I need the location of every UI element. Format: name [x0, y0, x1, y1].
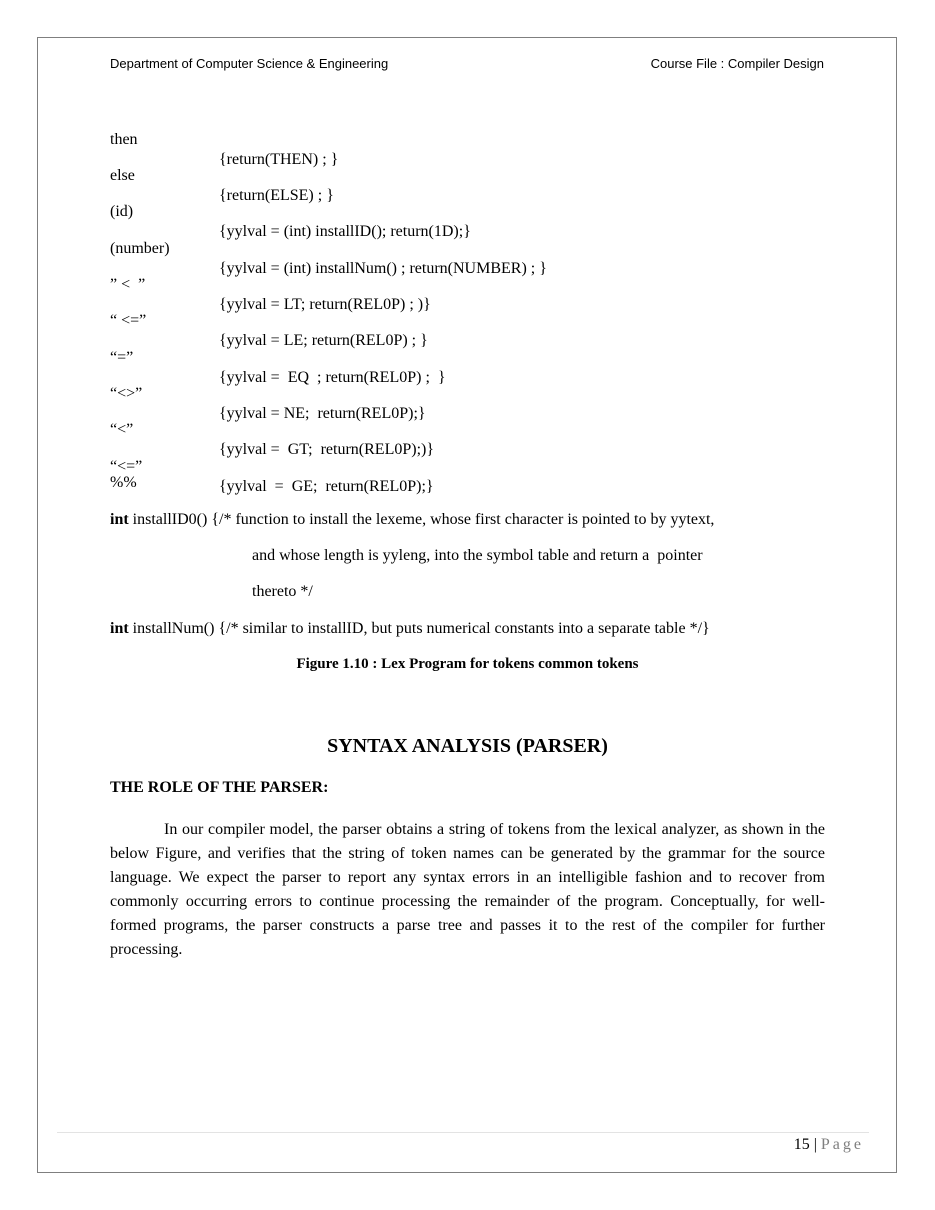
lex-pattern: (id)	[110, 203, 134, 220]
figure-caption: Figure 1.10 : Lex Program for tokens common tokens	[296, 656, 639, 672]
lex-pattern: (number)	[110, 240, 170, 257]
body-paragraph: In our compiler model, the parser obtains a string of tokens from the lexical analyzer, as shown in the below Figure, and verifies that the string of token names can be generated by the grammar for the source language. We expect the parser to report any syntax errors in an intelligible fashion and to recover from commonly occurring errors to continue processing the remainder of the program. Conceptually, for well-formed programs, the parser constructs a parse tree and passes it to the rest of the compiler for further processing.	[110, 821, 825, 958]
lex-action: {yylval = LE; return(REL0P) ; }	[219, 332, 428, 349]
install-num-text: installNum() {/* similar to installID, but puts numerical constants into a separate table */}	[128, 620, 710, 637]
header-course: Course File : Compiler Design	[650, 56, 824, 71]
lex-action: {return(ELSE) ; }	[219, 187, 334, 204]
lex-pattern: ” < ”	[110, 276, 146, 293]
lex-action: {yylval = EQ ; return(REL0P) ; }	[219, 369, 446, 386]
lex-action: {return(THEN) ; }	[219, 151, 339, 168]
section-title: SYNTAX ANALYSIS (PARSER)	[327, 735, 608, 757]
lex-action: {yylval = GE; return(REL0P);}	[219, 478, 434, 495]
header-department: Department of Computer Science & Engineering	[110, 56, 389, 71]
lex-action: {yylval = (int) installNum() ; return(NUMBER) ; }	[219, 260, 547, 277]
page-number: 15	[793, 1136, 810, 1153]
subheading: THE ROLE OF THE PARSER:	[110, 779, 329, 796]
keyword-int: int	[110, 511, 129, 528]
lex-action: {yylval = LT; return(REL0P) ; )}	[219, 296, 431, 313]
lex-pattern: “<>”	[110, 385, 143, 402]
install-id-line-1	[110, 510, 714, 530]
lex-action: {yylval = (int) installID(); return(1D);}	[219, 223, 471, 240]
install-id-line-2: and whose length is yyleng, into the symbol table and return a pointer	[252, 547, 703, 564]
footer-separator: |	[809, 1136, 821, 1153]
install-id-text: installID0() {/* function to install the lexeme, whose first character is pointed to by yytext,	[128, 511, 715, 528]
install-num-line	[110, 619, 710, 639]
keyword-int: int	[110, 620, 129, 637]
install-id-line-3: thereto */	[252, 583, 313, 600]
lex-pattern: “<”	[110, 421, 134, 438]
lex-pattern: “<=”	[110, 458, 143, 475]
lex-pattern: “ <=”	[110, 312, 147, 329]
lex-section-separator: %%	[110, 474, 137, 491]
lex-action: {yylval = NE; return(REL0P);}	[219, 405, 426, 422]
page-footer	[794, 1135, 864, 1155]
lex-action: {yylval = GT; return(REL0P);)}	[219, 441, 435, 458]
lex-pattern: else	[110, 167, 135, 184]
page-label: Page	[820, 1136, 864, 1153]
footer-divider	[57, 1132, 869, 1133]
lex-pattern: then	[110, 131, 138, 148]
page-border	[37, 37, 897, 1173]
lex-pattern: “=”	[110, 349, 134, 366]
